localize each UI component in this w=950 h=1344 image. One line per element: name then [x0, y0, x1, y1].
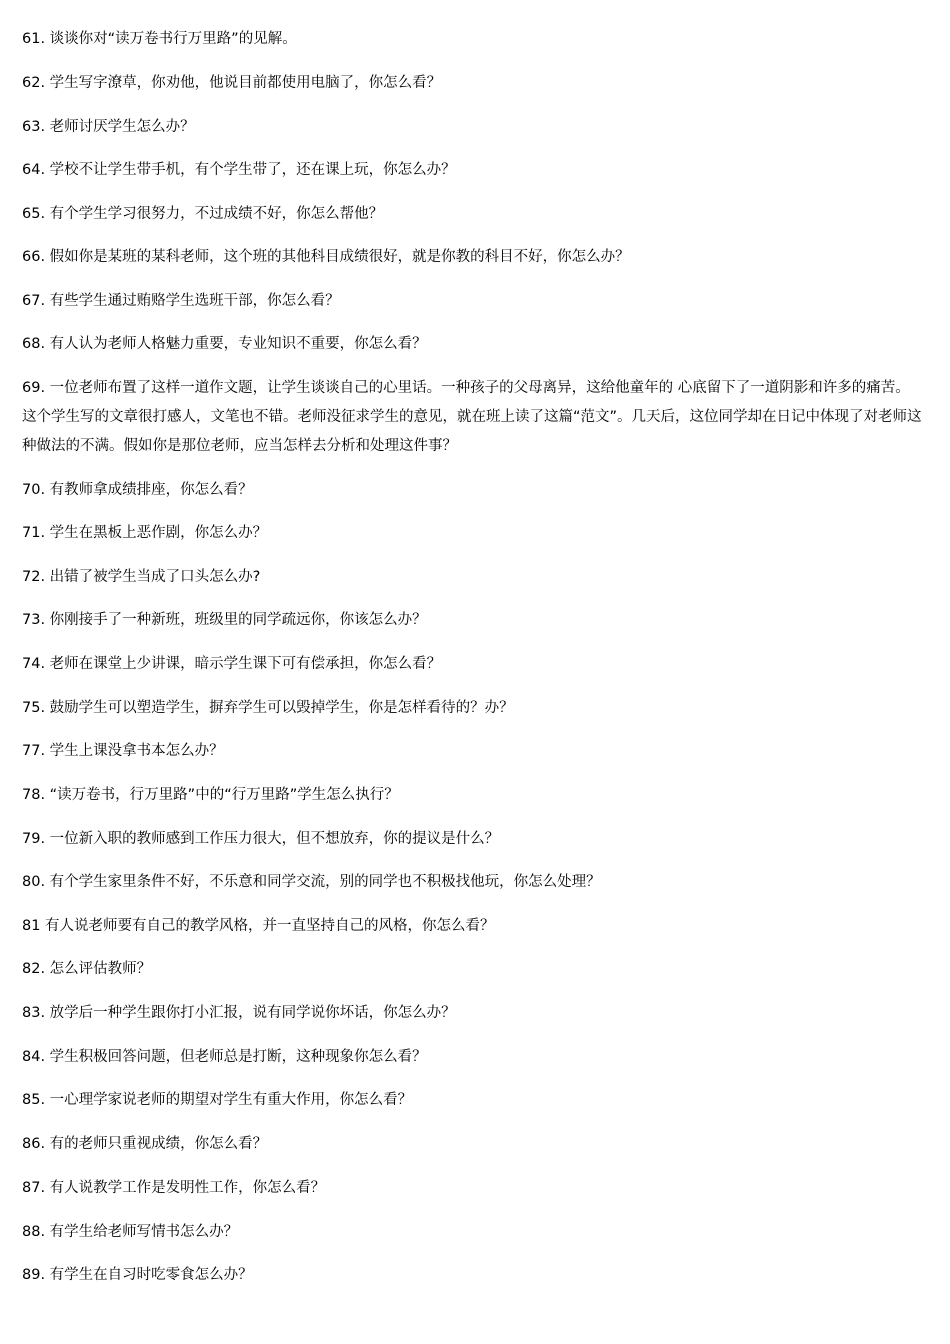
question-88: 88. 有学生给老师写情书怎么办？ [22, 1224, 239, 1240]
question-89: 89. 有学生在自习时吃零食怎么办？ [22, 1267, 253, 1283]
question-84: 84. 学生积极回答问题，但老师总是打断，这种现象你怎么看？ [22, 1049, 427, 1065]
question-65: 65. 有个学生学习很努力，不过成绩不好，你怎么帮他？ [22, 206, 384, 222]
question-64: 64. 学校不让学生带手机，有个学生带了，还在课上玩，你怎么办？ [22, 162, 456, 178]
question-80: 80. 有个学生家里条件不好，不乐意和同学交流，别的同学也不积极找他玩，你怎么处理？ [22, 874, 601, 890]
question-86: 86. 有的老师只重视成绩，你怎么看？ [22, 1136, 268, 1152]
question-68: 68. 有人认为老师人格魅力重要，专业知识不重要，你怎么看？ [22, 336, 427, 352]
question-83: 83. 放学后一种学生跟你打小汇报，说有同学说你坏话，你怎么办？ [22, 1005, 456, 1021]
question-66: 66. 假如你是某班的某科老师，这个班的其他科目成绩很好，就是你教的科目不好，你怎么办？ [22, 249, 630, 265]
question-72: 72. 出错了被学生当成了口头怎么办? [22, 569, 261, 585]
question-73: 73. 你刚接手了一种新班，班级里的同学疏远你，你该怎么办？ [22, 612, 427, 628]
question-79: 79. 一位新入职的教师感到工作压力很大，但不想放弃，你的提议是什么？ [22, 831, 500, 847]
question-77: 77. 学生上课没拿书本怎么办？ [22, 743, 224, 759]
question-62: 62. 学生写字潦草，你劝他，他说目前都使用电脑了，你怎么看？ [22, 75, 442, 91]
question-78: 78. “读万卷书，行万里路”中的“行万里路”学生怎么执行？ [22, 787, 399, 803]
question-69: 69. 一位老师布置了这样一道作文题，让学生谈谈自己的心里话。一种孩子的父母离异，这给他童年的 心底留下了一道阴影和许多的痛苦。这个学生写的文章很打感人，文笔也不错。老师没征求学生的意见，就在班上读了这篇“范文”。几天后，这位同学却在日记中体现了对老师这种做法的不满。假如你是那位老师，应当怎样去分析和处理这件事？ [22, 380, 922, 454]
question-87: 87. 有人说教学工作是发明性工作，你怎么看？ [22, 1180, 326, 1196]
question-75: 75. 鼓励学生可以塑造学生，摒弃学生可以毁掉学生，你是怎样看待的？办？ [22, 700, 514, 716]
question-71: 71. 学生在黑板上恶作剧，你怎么办？ [22, 525, 268, 541]
question-61: 61. 谈谈你对“读万卷书行万里路”的见解。 [22, 31, 297, 47]
question-81: 81 有人说老师要有自己的教学风格，并一直坚持自己的风格，你怎么看？ [22, 918, 495, 934]
question-82: 82. 怎么评估教师？ [22, 961, 152, 977]
question-70: 70. 有教师拿成绩排座，你怎么看？ [22, 482, 253, 498]
question-74: 74. 老师在课堂上少讲课，暗示学生课下可有偿承担，你怎么看？ [22, 656, 442, 672]
question-63: 63. 老师讨厌学生怎么办？ [22, 119, 195, 135]
question-67: 67. 有些学生通过贿赂学生选班干部，你怎么看？ [22, 293, 340, 309]
question-85: 85. 一心理学家说老师的期望对学生有重大作用，你怎么看？ [22, 1092, 413, 1108]
